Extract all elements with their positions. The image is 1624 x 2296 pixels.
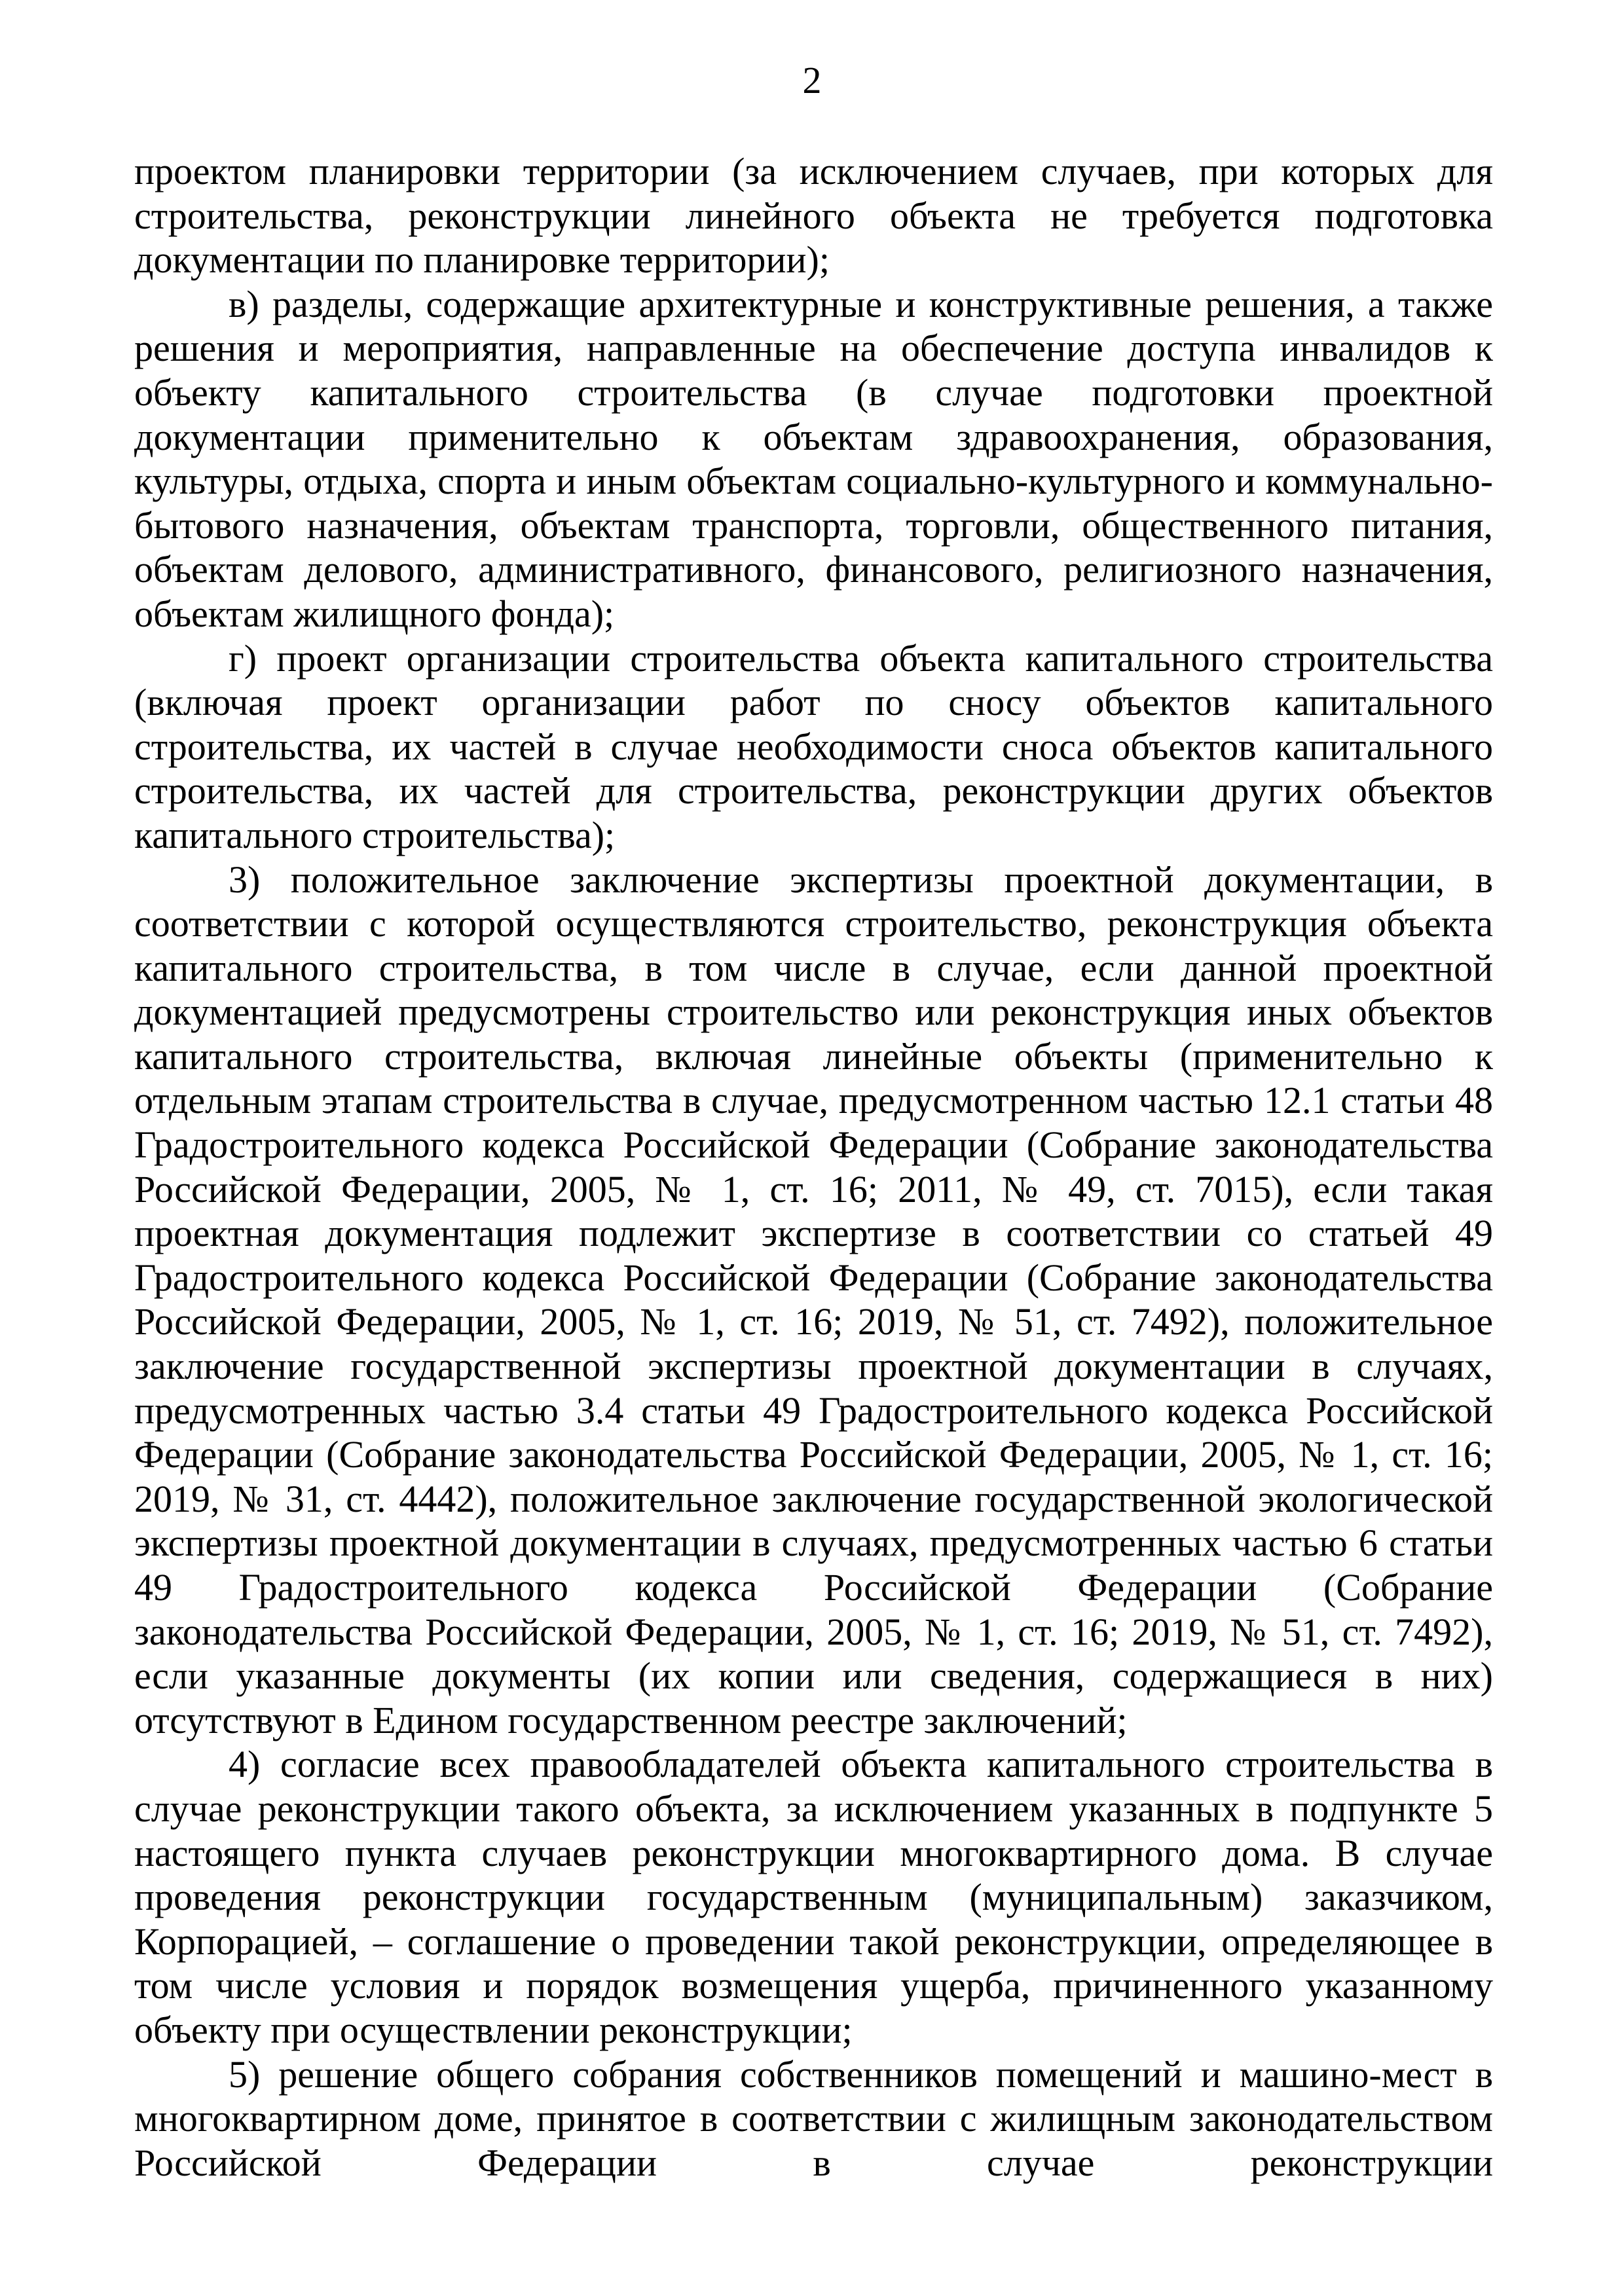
paragraph-item-4: 4) согласие всех правообладателей объекта капитального строительства в случае реконструкции такого объекта, за исключением указанных в подпункте 5 настоящего пункта случаев реконструкции многоквартирного дома. В случае проведения реконструкции государственным (муниципальным) заказчиком, Корпорацией, – соглашение о проведении такой реконструкции, определяющее в том числе условия и порядок возмещения ущерба, причиненного указанному объекту при осуществлении реконструкции; — [134, 1743, 1493, 2051]
paragraph-item-5: 5) решение общего собрания собственников помещений и машино-мест в многоквартирном доме, принятое в соответствии с жилищным законодательством Российской Федерации в случае реконструкции — [134, 2052, 1493, 2184]
paragraph-continuation: проектом планировки территории (за исключением случаев, при которых для строительства, реконструкции линейного объекта не требуется подготовка документации по планировке территории); — [134, 150, 1493, 282]
paragraph-item-v: в) разделы, содержащие архитектурные и конструктивные решения, а также решения и мероприятия, направленные на обеспечение доступа инвалидов к объекту капитального строительства (в случае подготовки проектной документации применительно к объектам здравоохранения, образования, культуры, отдыха, спорта и иным объектам социально-культурного и коммунально-бытового назначения, объектам транспорта, торговли, общественного питания, объектам делового, административного, финансового, религиозного назначения, объектам жилищного фонда); — [134, 282, 1493, 635]
paragraph-item-g: г) проект организации строительства объекта капитального строительства (включая проект организации работ по сносу объектов капитального строительства, их частей в случае необходимости сноса объектов капитального строительства, их частей для строительства, реконструкции других объектов капитального строительства); — [134, 636, 1493, 856]
document-body — [134, 149, 1493, 2185]
page-number: 2 — [802, 59, 822, 101]
paragraph-item-3: 3) положительное заключение экспертизы проектной документации, в соответствии с которой осуществляются строительство, реконструкция объекта капитального строительства, в том числе в случае, если данной проектной документацией предусмотрены строительство или реконструкция иных объектов капитального строительства, включая линейные объекты (применительно к отдельным этапам строительства в случае, предусмотренном частью 12.1 статьи 48 Градостроительного кодекса Российской Федерации (Собрание законодательства Российской Федерации, 2005, № 1, ст. 16; 2011, № 49, ст. 7015), если такая проектная документация подлежит экспертизе в соответствии со статьей 49 Градостроительного кодекса Российской Федерации (Собрание законодательства Российской Федерации, 2005, № 1, ст. 16; 2019, № 51, ст. 7492), положительное заключение государственной экспертизы проектной документации в случаях, предусмотренных частью 3.4 статьи 49 Градостроительного кодекса Российской Федерации (Собрание законодательства Российской Федерации, 2005, № 1, ст. 16; 2019, № 31, ст. 4442), положительное заключение государственной экологической экспертизы проектной документации в случаях, предусмотренных частью 6 статьи 49 Градостроительного кодекса Российской Федерации (Собрание законодательства Российской Федерации, 2005, № 1, ст. 16; 2019, № 51, ст. 7492), если указанные документы (их копии или сведения, содержащиеся в них) отсутствуют в Едином государственном реестре заключений; — [134, 858, 1493, 1741]
